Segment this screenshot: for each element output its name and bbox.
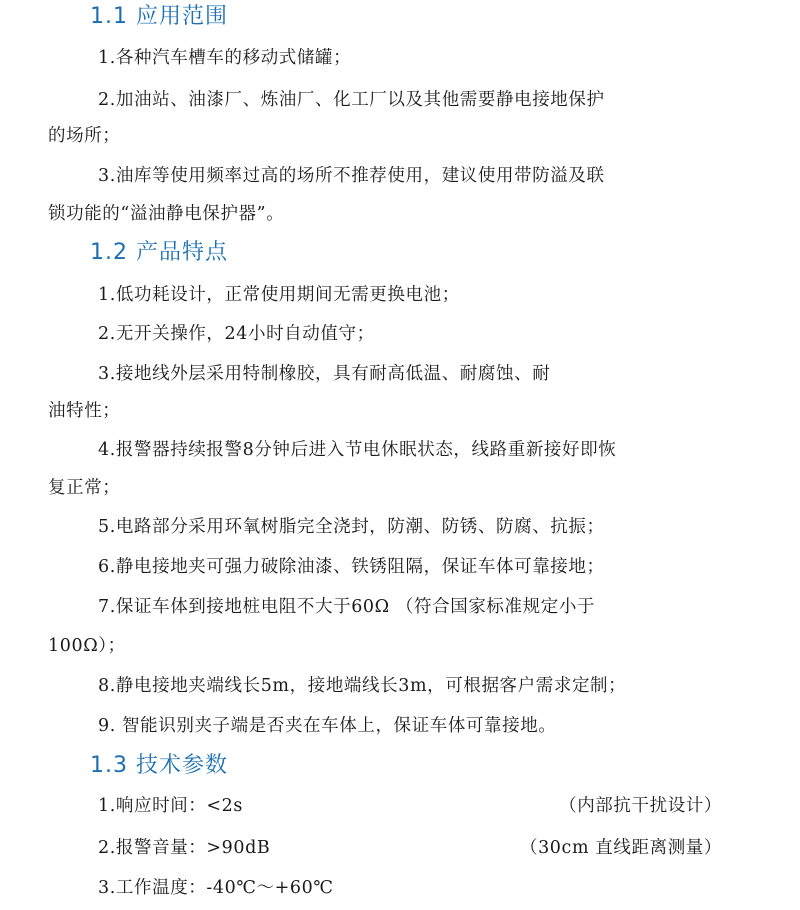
section-heading-specs: 1.3 技术参数: [90, 753, 228, 778]
spec-item-operating-temp: 3.工作温度：-40℃～+60℃: [98, 878, 334, 898]
list-item: 3.接地线外层采用特制橡胶，具有耐高低温、耐腐蚀、耐: [98, 364, 551, 384]
list-item: 3.油库等使用频率过高的场所不推荐使用，建议使用带防溢及联: [98, 166, 605, 186]
list-item: 5.电路部分采用环氧树脂完全浇封，防潮、防锈、防腐、抗振；: [98, 517, 605, 537]
list-item: 8.静电接地夹端线长5m，接地端线长3m，可根据客户需求定制；: [98, 676, 627, 696]
list-item: 2.加油站、油漆厂、炼油厂、化工厂以及其他需要静电接地保护: [98, 90, 605, 110]
section-heading-application: 1.1 应用范围: [90, 4, 228, 29]
list-item: 4.报警器持续报警8分钟后进入节电休眠状态，线路重新接好即恢: [98, 440, 617, 460]
list-item: 1.低功耗设计，正常使用期间无需更换电池；: [98, 285, 460, 305]
spec-item-response-time: 1.响应时间：<2s: [98, 796, 243, 816]
spec-item-alarm-volume: 2.报警音量：>90dB: [98, 838, 271, 858]
section-heading-features: 1.2 产品特点: [90, 240, 228, 265]
list-item-continuation: 复正常；: [48, 478, 121, 498]
list-item: 7.保证车体到接地桩电阻不大于60Ω （符合国家标准规定小于: [98, 597, 596, 617]
list-item: 2.无开关操作，24小时自动值守；: [98, 324, 375, 344]
list-item-continuation: 的场所；: [48, 126, 121, 146]
list-item-continuation: 100Ω）；: [48, 636, 126, 656]
list-item-continuation: 油特性；: [48, 401, 121, 421]
list-item: 1.各种汽车槽车的移动式储罐；: [98, 48, 352, 68]
list-item: 6.静电接地夹可强力破除油漆、铁锈阻隔，保证车体可靠接地；: [98, 557, 605, 577]
list-item: 9. 智能识别夹子端是否夹在车体上，保证车体可靠接地。: [98, 716, 557, 736]
list-item-continuation: 锁功能的“溢油静电保护器”。: [48, 204, 285, 224]
spec-note-response-time: （内部抗干扰设计）: [559, 796, 722, 816]
spec-note-alarm-volume: （30cm 直线距离测量）: [519, 838, 722, 858]
